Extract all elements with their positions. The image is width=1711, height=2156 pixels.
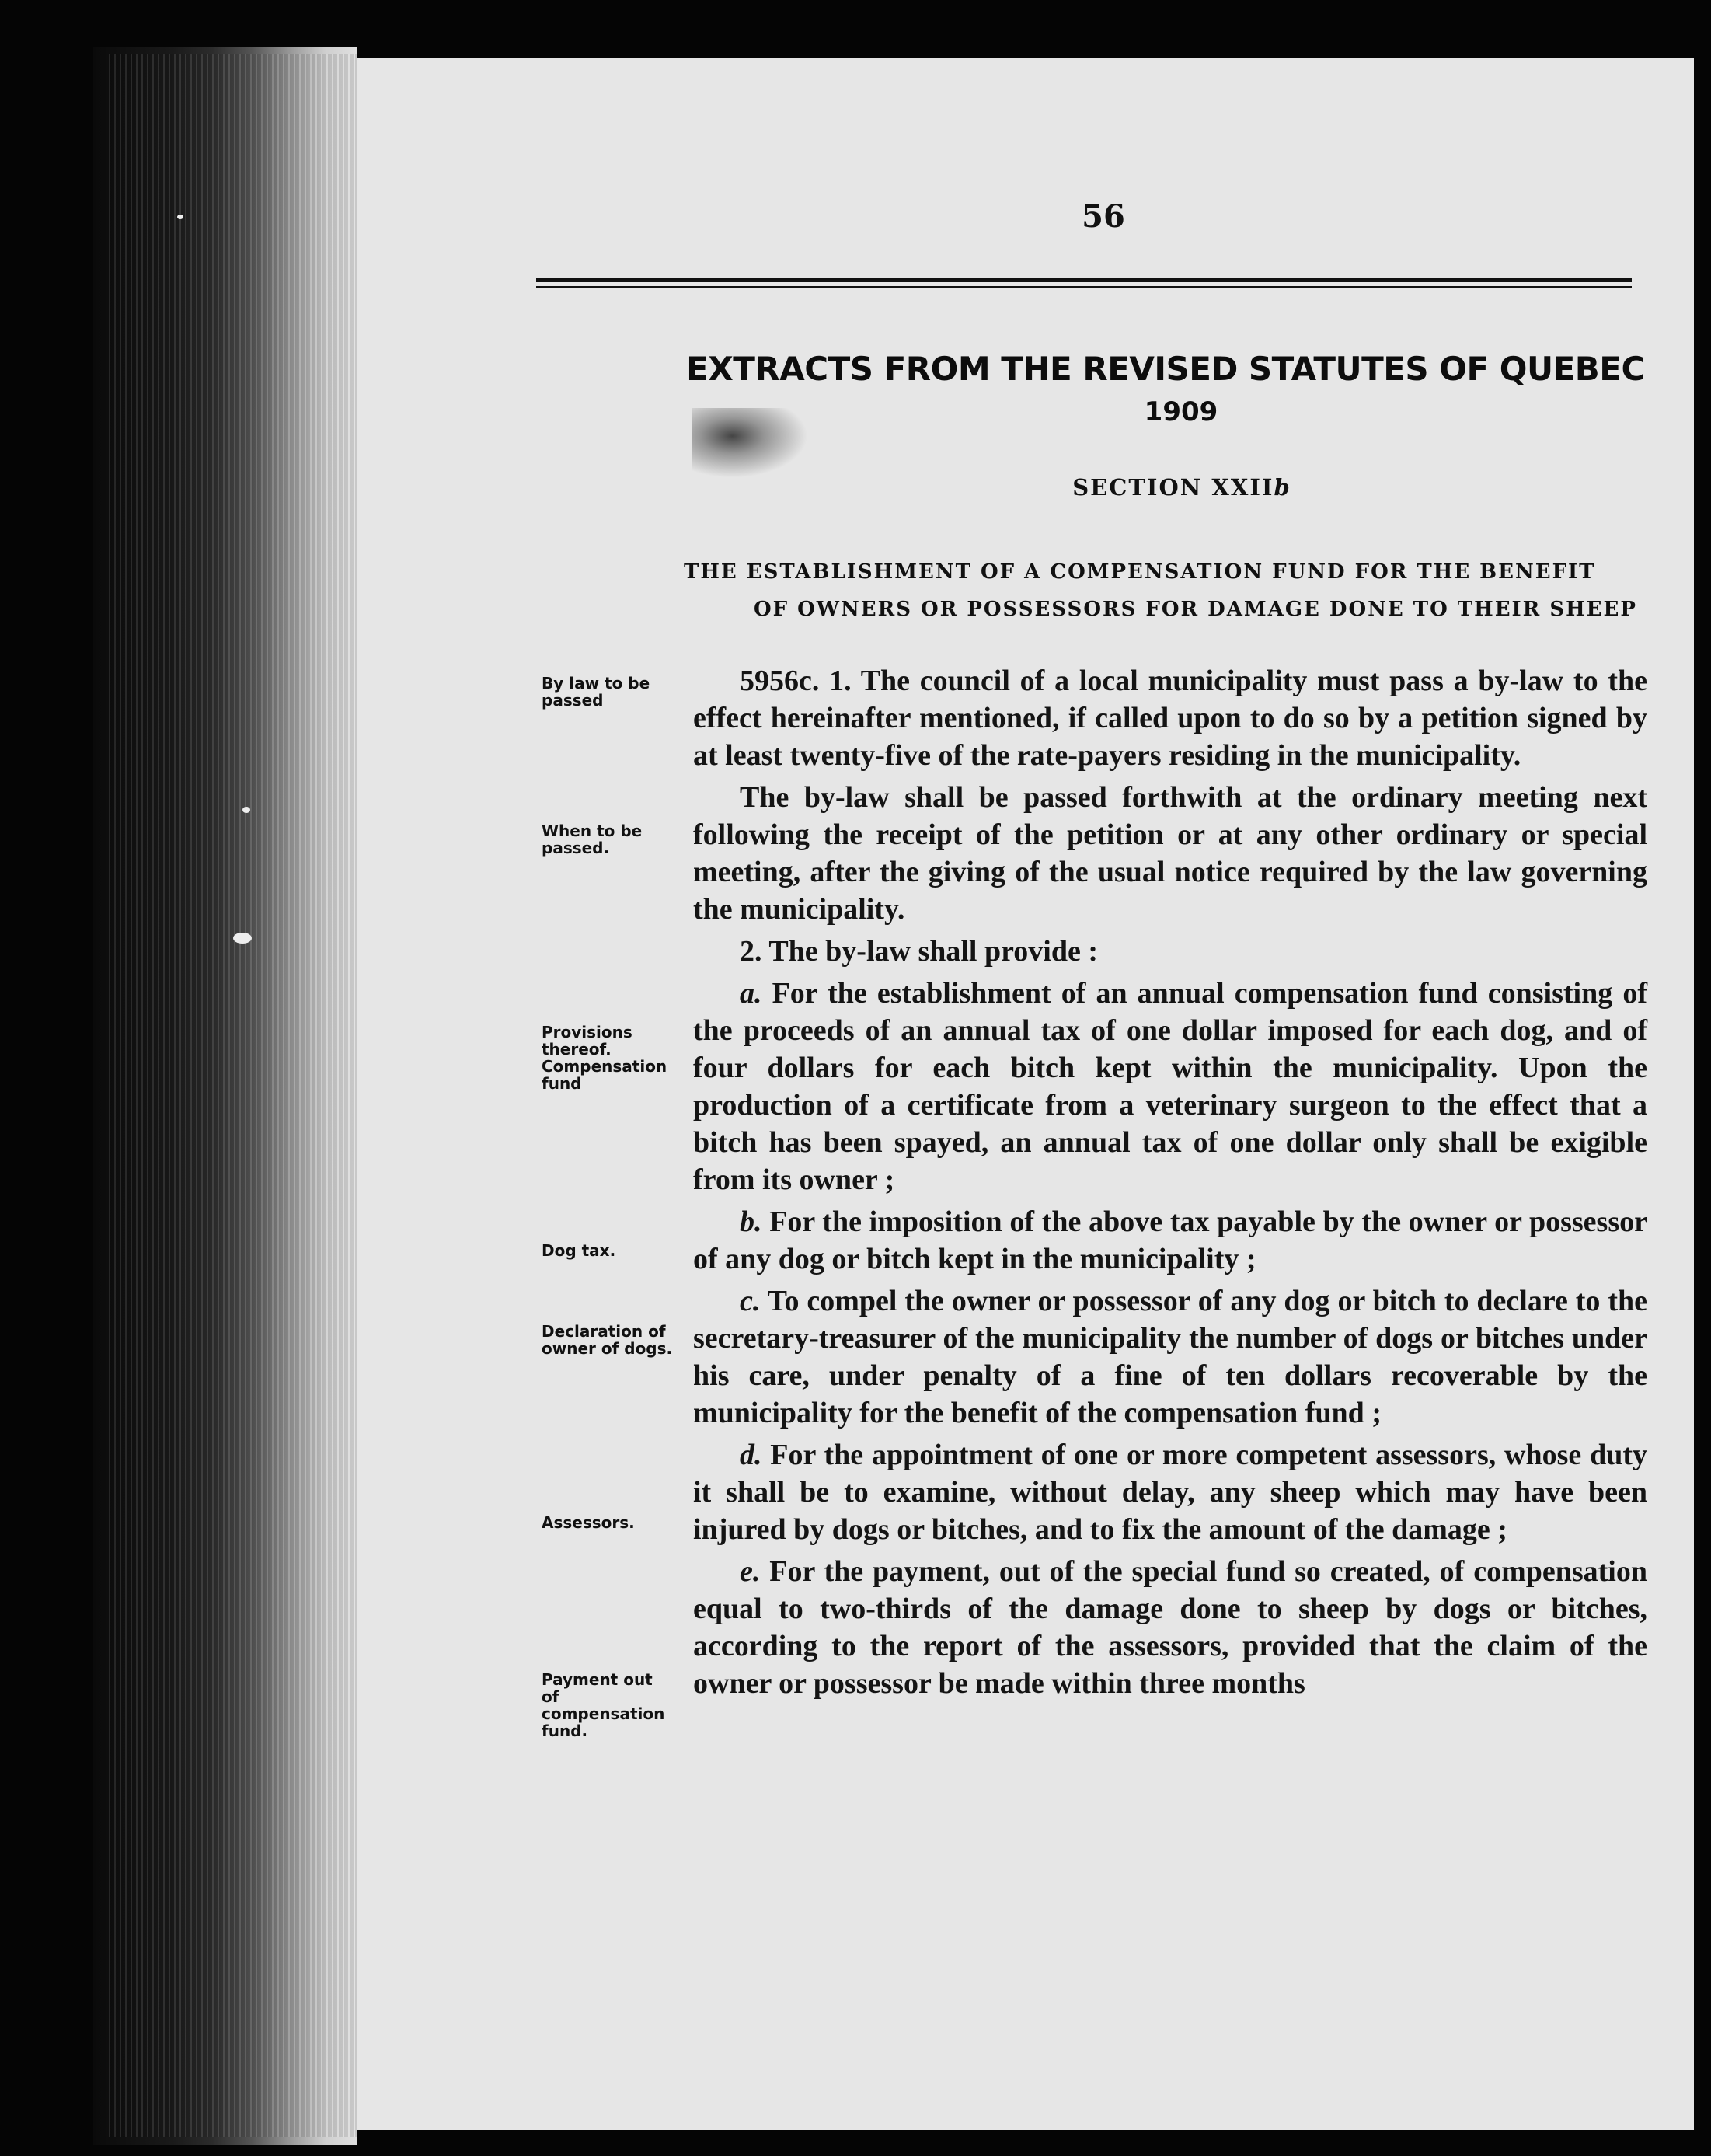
paragraph-text: To compel the owner or possessor of any dog or bitch to declare to the secretary-treasurer of the municipality the number of dogs or bitches under his care, under penalty of a fine of ten dollars recoverable by the municipality for the benefit of the compensation fund ;: [693, 1285, 1647, 1429]
scan-speck: [242, 807, 250, 813]
header-rule-thin: [536, 286, 1632, 288]
margin-note: By law to be passed: [542, 674, 650, 710]
header-rule: [536, 278, 1632, 282]
paragraph-text: For the imposition of the above tax payable by the owner or possessor of any dog or bitch kept in the municipality ;: [693, 1205, 1647, 1275]
paragraph-e: [693, 1553, 1647, 1702]
statute-body: [693, 662, 1647, 1702]
paragraph-text: For the appointment of one or more competent assessors, whose duty it shall be to examine, without delay, any sheep which may have been injured by dogs or bitches, and to fix the amount of the damage ;: [693, 1439, 1647, 1546]
paragraph-provisions-intro: 2. The by-law shall provide :: [740, 935, 1099, 968]
scan-speck: [233, 933, 252, 944]
margin-note: When to be passed.: [542, 822, 643, 857]
clause-letter: a.: [740, 977, 762, 1010]
paragraph-5956c: [693, 662, 1647, 774]
paragraph-d: [693, 1436, 1647, 1548]
paragraph-text: 1. The council of a local municipality must pass a by-law to the effect hereinafter mentioned, if called upon to do so by a petition signed by at least twenty-five of the rate-payers residing in the municipality.: [693, 665, 1647, 772]
section-heading-prefix: SECTION XXII: [1072, 474, 1274, 501]
section-heading: [1033, 474, 1329, 501]
section-subtitle-line-1: THE ESTABLISHMENT OF A COMPENSATION FUND FOR THE BENEFIT: [684, 560, 1596, 584]
document-title: EXTRACTS FROM THE REVISED STATUTES OF QUEBEC: [686, 350, 1645, 388]
paragraph-text: For the payment, out of the special fund so created, of compensation equal to two-thirds of the damage done to sheep by dogs or bitches, according to the report of the assessors, provided that the claim of the owner or possessor be made within three months: [693, 1555, 1647, 1700]
paragraph-a: [693, 975, 1647, 1198]
paragraph-text: For the establishment of an annual compensation fund consisting of the proceeds of an annual tax of one dollar imposed for each dog, and of four dollars for each bitch kept within the municipality. Upon the production of a certificate from a veterinary surgeon to the effect that a bitch has been spayed, an annual tax of one dollar only shall be exigible from its owner ;: [693, 977, 1647, 1196]
paragraph-when-passed: The by-law shall be passed forthwith at the ordinary meeting next following the receipt of the petition or at any other ordinary or special meeting, after the giving of the usual notice required by the law governing the municipality.: [693, 781, 1647, 926]
clause-letter: e.: [740, 1555, 761, 1588]
section-heading-suffix: b: [1274, 474, 1290, 501]
page-number: 56: [1082, 198, 1125, 235]
margin-note: Declaration of owner of dogs.: [542, 1322, 673, 1358]
clause-letter: c.: [740, 1285, 761, 1317]
section-subtitle-line-2: OF OWNERS OR POSSESSORS FOR DAMAGE DONE TO THEIR SHEEP: [754, 598, 1637, 621]
margin-note: Dog tax.: [542, 1241, 616, 1260]
paragraph-b: [693, 1203, 1647, 1278]
document-year: 1909: [1144, 396, 1218, 427]
ink-stain: [692, 408, 808, 478]
article-number: 5956c.: [740, 665, 820, 697]
section-subtitle: [684, 553, 1663, 628]
margin-note: Provisions thereof. Compensation fund: [542, 1023, 667, 1093]
page-edges: [109, 54, 357, 2137]
paragraph-c: [693, 1282, 1647, 1432]
margin-note: Payment out of compensation fund.: [542, 1670, 665, 1740]
clause-letter: d.: [740, 1439, 762, 1471]
scan-speck: [177, 215, 183, 219]
clause-letter: b.: [740, 1205, 762, 1238]
margin-note: Assessors.: [542, 1513, 635, 1532]
